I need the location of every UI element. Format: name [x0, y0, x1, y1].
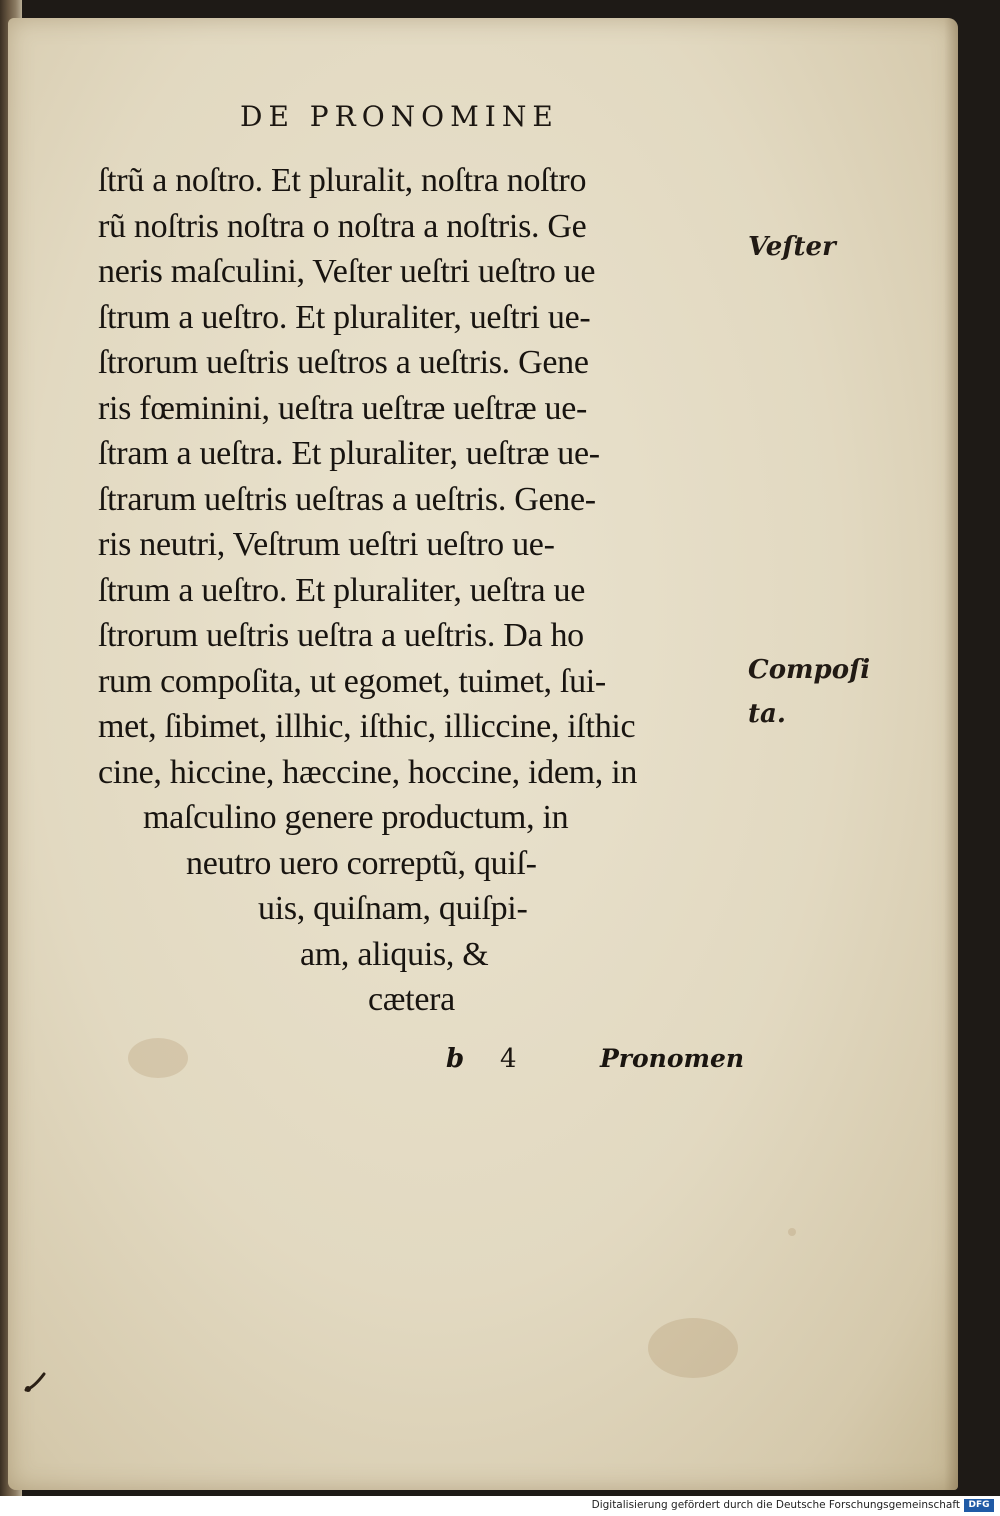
signature-mark: b [446, 1044, 465, 1074]
paper-stain [128, 1038, 188, 1078]
margin-note-vester: Veſter [748, 232, 836, 262]
text-line: maſculino genere productum, in [143, 799, 569, 836]
text-line: ſtrũ a noſtro. Et pluralit, noſtra noſtro [98, 162, 587, 199]
dfg-logo-icon: DFG [964, 1499, 994, 1512]
text-line: ris fœminini, ueſtra ueſtræ ueſtræ ue- [98, 389, 588, 427]
text-line: rũ noſtris noſtra o noſtra a noſtris. Ge [98, 207, 587, 245]
catchword: Pronomen [600, 1044, 745, 1073]
text-line: ſtrorum ueſtris ueſtros a ueſtris. Gene [98, 344, 589, 381]
text-line: ſtrum a ueſtro. Et pluraliter, ueſtri ue- [98, 298, 591, 336]
text-line: uis, quiſnam, quiſpi- [258, 890, 528, 927]
text-line: ſtrum a ueſtro. Et pluraliter, ueſtra ue [98, 571, 586, 609]
margin-note-composita [748, 648, 870, 736]
text-line: cætera [368, 981, 455, 1018]
text-line: rum compoſita, ut egomet, tuimet, ſui- [98, 662, 606, 700]
ink-mark-icon [22, 1368, 50, 1396]
text-line: ſtrorum ueſtris ueſtra a ueſtris. Da ho [98, 617, 584, 654]
text-line: met, ſibimet, illhic, iſthic, illiccine, iſthic [98, 708, 636, 745]
margin-note-line: Compoſi [748, 655, 871, 685]
text-line: ſtram a ueſtra. Et pluraliter, ueſtræ ue- [98, 435, 600, 472]
footer-credit: Digitalisierung gefördert durch die Deutsche Forschungsgemeinschaft [591, 1499, 960, 1511]
text-line: ris neutri, Veſtrum ueſtri ueſtro ue- [98, 526, 555, 563]
text-line: ſtrarum ueſtris ueſtras a ueſtris. Gene- [98, 480, 596, 518]
running-head: DE PRONOMINE [240, 100, 559, 133]
paper-stain [648, 1318, 738, 1378]
footer-bar [0, 1496, 1000, 1516]
page-edge [944, 18, 958, 1490]
paper-stain [788, 1228, 796, 1236]
signature-number: 4 [500, 1044, 517, 1074]
text-line: neutro uero correptũ, quiſ- [186, 844, 537, 882]
text-line: am, aliquis, & [300, 935, 489, 973]
body-text [98, 158, 758, 1023]
margin-note-line: ta. [748, 699, 786, 729]
text-line: cine, hiccine, hæccine, hoccine, idem, in [98, 753, 638, 791]
text-line: neris maſculini, Veſter ueſtri ueſtro ue [98, 253, 596, 290]
